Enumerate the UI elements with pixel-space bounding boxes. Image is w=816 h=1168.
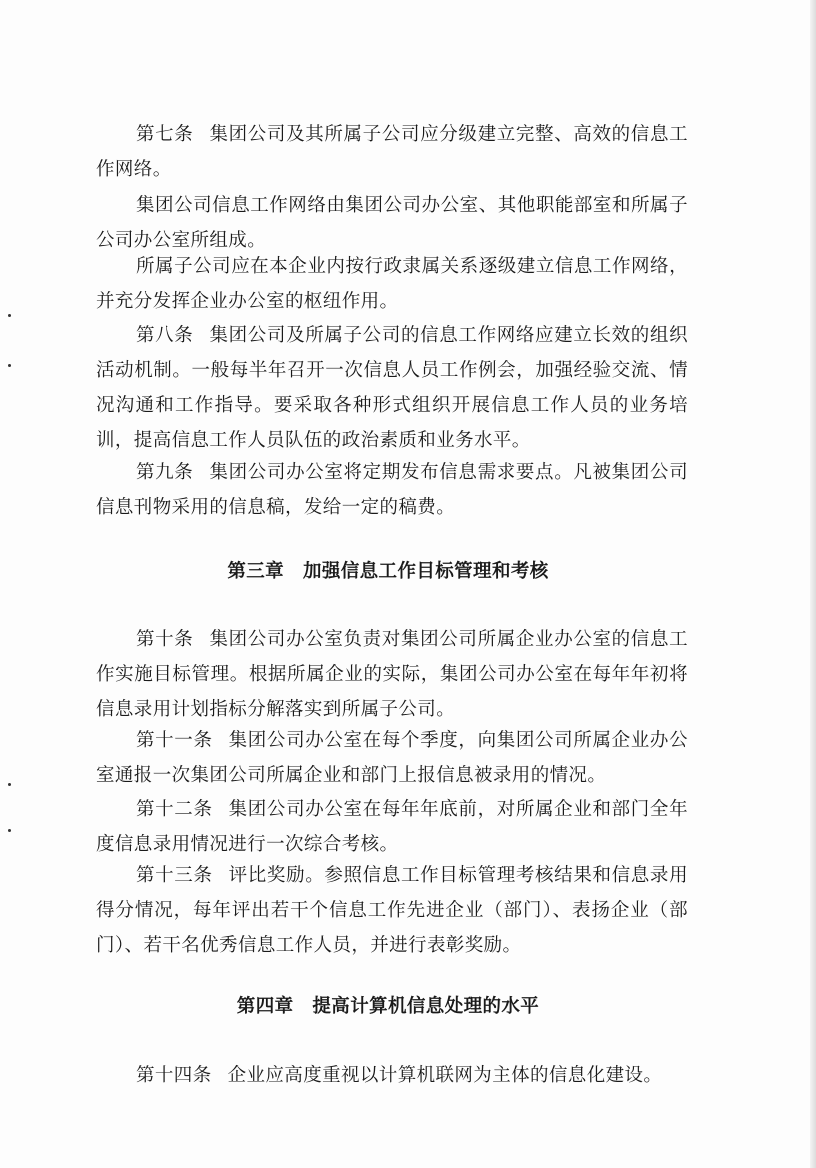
article-number: 第十条 — [136, 629, 194, 650]
paragraph-text: 所属子公司应在本企业内按行政隶属关系逐级建立信息工作网络，并充分发挥企业办公室的枢纽作用。 — [96, 256, 688, 312]
article-number: 第八条 — [136, 325, 194, 346]
article-9 — [96, 455, 688, 525]
article-text: 集团公司办公室负责对集团公司所属企业办公室的信息工作实施目标管理。根据所属企业的实际，集团公司办公室在每年年初将信息录用计划指标分解落实到所属子公司。 — [96, 629, 688, 720]
scan-dot — [8, 314, 11, 317]
scan-dot — [8, 783, 11, 786]
article-text: 集团公司办公室在每年年底前，对所属企业和部门全年度信息录用情况进行一次综合考核。 — [96, 799, 688, 855]
article-number: 第九条 — [136, 462, 194, 483]
article-text: 集团公司办公室在每个季度，向集团公司所属企业办公室通报一次集团公司所属企业和部门上报信息被录用的情况。 — [96, 730, 688, 786]
article-10 — [96, 622, 688, 727]
article-number: 第七条 — [136, 124, 194, 145]
article-text: 集团公司及其所属子公司应分级建立完整、高效的信息工作网络。 — [96, 124, 688, 180]
article-number: 第十一条 — [136, 730, 213, 751]
article-text: 企业应高度重视以计算机联网为主体的信息化建设。 — [227, 1065, 663, 1086]
article-number: 第十三条 — [136, 865, 213, 886]
chapter-4-heading: 第四章 提高计算机信息处理的水平 — [236, 996, 540, 1017]
scan-dot — [8, 829, 11, 832]
article-12 — [96, 792, 688, 862]
chapter-3-heading: 第三章 加强信息工作目标管理和考核 — [227, 561, 549, 582]
article-text: 集团公司办公室将定期发布信息需求要点。凡被集团公司信息刊物采用的信息稿，发给一定的稿费。 — [96, 462, 688, 518]
article-text: 评比奖励。参照信息工作目标管理考核结果和信息录用得分情况，每年评出若干个信息工作先进企业（部门）、表扬企业（部门）、若干名优秀信息工作人员，并进行表彰奖励。 — [96, 865, 688, 956]
article-number: 第十二条 — [136, 799, 213, 820]
paragraph-text: 集团公司信息工作网络由集团公司办公室、其他职能部室和所属子公司办公室所组成。 — [96, 195, 688, 251]
article-text: 集团公司及所属子公司的信息工作网络应建立长效的组织活动机制。一般每半年召开一次信息人员工作例会，加强经验交流、情况沟通和工作指导。要采取各种形式组织开展信息工作人员的业务培训，提高信息工作人员队伍的政治素质和业务水平。 — [96, 325, 688, 451]
article-8 — [96, 318, 688, 458]
paragraph-subsidiary-network — [96, 249, 688, 319]
article-7 — [96, 117, 688, 187]
article-14 — [96, 1058, 688, 1093]
paragraph-network-composition — [96, 188, 688, 258]
article-13 — [96, 858, 688, 963]
article-11 — [96, 723, 688, 793]
scan-dot — [8, 364, 11, 367]
scan-edge — [810, 0, 816, 1168]
article-number: 第十四条 — [136, 1065, 212, 1086]
